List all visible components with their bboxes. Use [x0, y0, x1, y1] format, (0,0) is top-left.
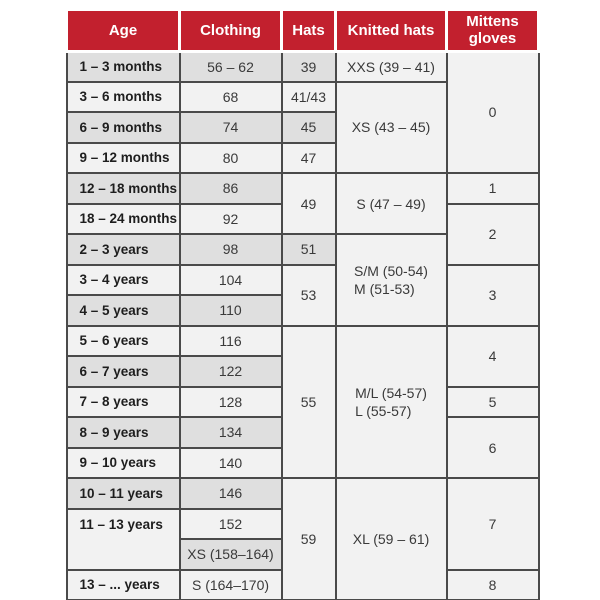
table-row: [67, 326, 539, 357]
age-cell: 6 – 7 years: [67, 356, 180, 387]
clothing-cell: 116: [180, 326, 282, 357]
table-row: [67, 265, 539, 296]
age-cell: 5 – 6 years: [67, 326, 180, 357]
header-cell-hats: Hats: [282, 10, 336, 52]
age-cell: 8 – 9 years: [67, 417, 180, 448]
age-cell: 2 – 3 years: [67, 234, 180, 265]
hats-cell: 55: [282, 326, 336, 479]
age-cell: 13 – ... years: [67, 570, 180, 600]
clothing-cell: S (164–170): [180, 570, 282, 600]
clothing-cell: 134: [180, 417, 282, 448]
age-cell: 1 – 3 months: [67, 51, 180, 82]
mittens-cell: 5: [447, 387, 539, 418]
age-cell: 10 – 11 years: [67, 478, 180, 509]
mittens-cell: 1: [447, 173, 539, 204]
age-cell: 9 – 10 years: [67, 448, 180, 479]
age-cell: 7 – 8 years: [67, 387, 180, 418]
clothing-cell: 98: [180, 234, 282, 265]
hats-cell: 47: [282, 143, 336, 174]
header-row: [67, 10, 539, 52]
table-row: [67, 173, 539, 204]
mittens-cell: 2: [447, 204, 539, 265]
clothing-cell: 74: [180, 112, 282, 143]
knitted-hats-cell: [336, 234, 447, 326]
hats-cell: 49: [282, 173, 336, 234]
clothing-cell: 80: [180, 143, 282, 174]
knitted-hats-line-2: L (55-57): [355, 402, 412, 419]
mittens-cell: 6: [447, 417, 539, 478]
knitted-hats-line-1: M/L (54-57): [355, 384, 427, 401]
knitted-hats-cell: XXS (39 – 41): [336, 51, 447, 82]
knitted-hats-cell: XL (59 – 61): [336, 478, 447, 600]
clothing-cell: 140: [180, 448, 282, 479]
knitted-hats-cell: XS (43 – 45): [336, 82, 447, 174]
table-row: [67, 478, 539, 509]
hats-cell: 51: [282, 234, 336, 265]
clothing-cell: 110: [180, 295, 282, 326]
age-cell: 9 – 12 months: [67, 143, 180, 174]
header-cell-knitted-hats: Knitted hats: [336, 10, 447, 52]
knitted-hats-line-1: S/M (50-54): [354, 262, 428, 279]
age-cell: 6 – 9 months: [67, 112, 180, 143]
hats-cell: 45: [282, 112, 336, 143]
clothing-cell: 146: [180, 478, 282, 509]
knitted-hats-cell: [336, 326, 447, 479]
size-chart-table: [65, 8, 540, 600]
header-cell-age: Age: [67, 10, 180, 52]
hats-cell: 53: [282, 265, 336, 326]
mittens-cell: 0: [447, 51, 539, 173]
age-cell: 18 – 24 months: [67, 204, 180, 235]
mittens-cell: 7: [447, 478, 539, 570]
clothing-cell: 92: [180, 204, 282, 235]
hats-cell: 41/43: [282, 82, 336, 113]
hats-cell: 59: [282, 478, 336, 600]
clothing-cell: 104: [180, 265, 282, 296]
table-row: [67, 51, 539, 82]
age-cell: 4 – 5 years: [67, 295, 180, 326]
mittens-cell: 4: [447, 326, 539, 387]
clothing-cell: 152: [180, 509, 282, 540]
clothing-cell: 56 – 62: [180, 51, 282, 82]
knitted-hats-line-2: M (51-53): [354, 280, 415, 297]
clothing-cell: 68: [180, 82, 282, 113]
hats-cell: 39: [282, 51, 336, 82]
age-cell: 12 – 18 months: [67, 173, 180, 204]
header-cell-clothing: Clothing: [180, 10, 282, 52]
age-cell: 3 – 4 years: [67, 265, 180, 296]
clothing-cell: 128: [180, 387, 282, 418]
header-cell-mittens-gloves: Mittens gloves: [447, 10, 539, 52]
clothing-cell: 86: [180, 173, 282, 204]
mittens-cell: 8: [447, 570, 539, 600]
mittens-cell: 3: [447, 265, 539, 326]
age-cell: 11 – 13 years: [67, 509, 180, 570]
age-cell: 3 – 6 months: [67, 82, 180, 113]
clothing-cell: 122: [180, 356, 282, 387]
clothing-cell: XS (158–164): [180, 539, 282, 570]
knitted-hats-cell: S (47 – 49): [336, 173, 447, 234]
